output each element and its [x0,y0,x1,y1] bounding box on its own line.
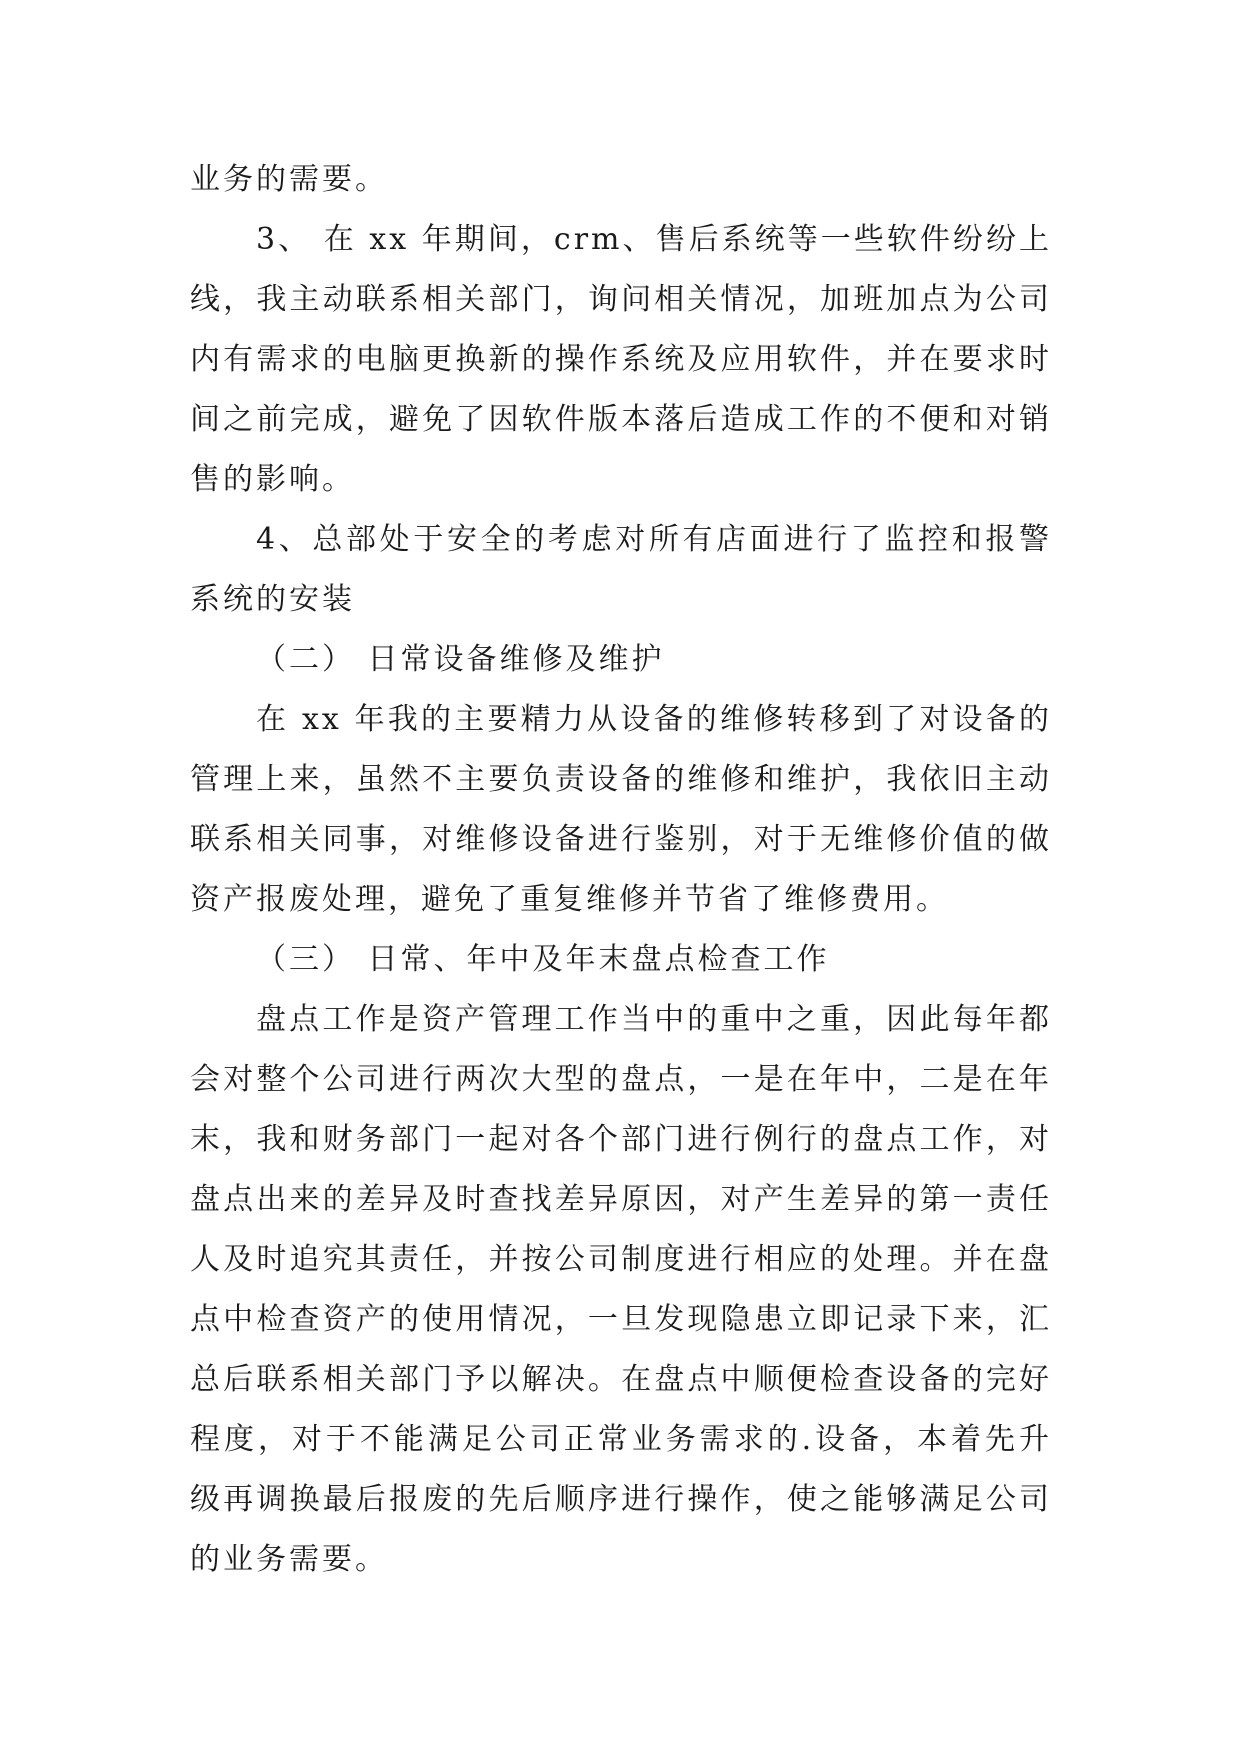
section-heading-2: （二） 日常设备维修及维护 [256,642,665,677]
paragraph-maintenance: 在 xx 年我的主要精力从设备的维修转移到了对设备的管理上来，虽然不主要负责设备的维修和维护，我依旧主动联系相关同事，对维修设备进行鉴别，对于无维修价值的做资产报废处理，避免了重复维修并节省了维修费用。 [190,702,1052,917]
paragraph-item-3: 3、 在 xx 年期间，crm、售后系统等一些软件纷纷上线，我主动联系相关部门，询问相关情况，加班加点为公司内有需求的电脑更换新的操作系统及应用软件，并在要求时间之前完成，避免了因软件版本落后造成工作的不便和对销售的影响。 [190,222,1052,497]
paragraph-item-4: 4、总部处于安全的考虑对所有店面进行了监控和报警系统的安装 [190,522,1052,617]
paragraph-inventory: 盘点工作是资产管理工作当中的重中之重，因此每年都会对整个公司进行两次大型的盘点，一是在年中，二是在年末，我和财务部门一起对各个部门进行例行的盘点工作，对盘点出来的差异及时查找差异原因，对产生差异的第一责任人及时追究其责任，并按公司制度进行相应的处理。并在盘点中检查资产的使用情况，一旦发现隐患立即记录下来，汇总后联系相关部门予以解决。在盘点中顺便检查设备的完好程度，对于不能满足公司正常业务需求的.设备，本着先升级再调换最后报废的先后顺序进行操作，使之能够满足公司的业务需要。 [190,1002,1052,1577]
document-body [190,150,1052,1590]
section-heading-3: （三） 日常、年中及年末盘点检查工作 [256,942,830,977]
paragraph-continuation: 业务的需要。 [190,162,388,197]
